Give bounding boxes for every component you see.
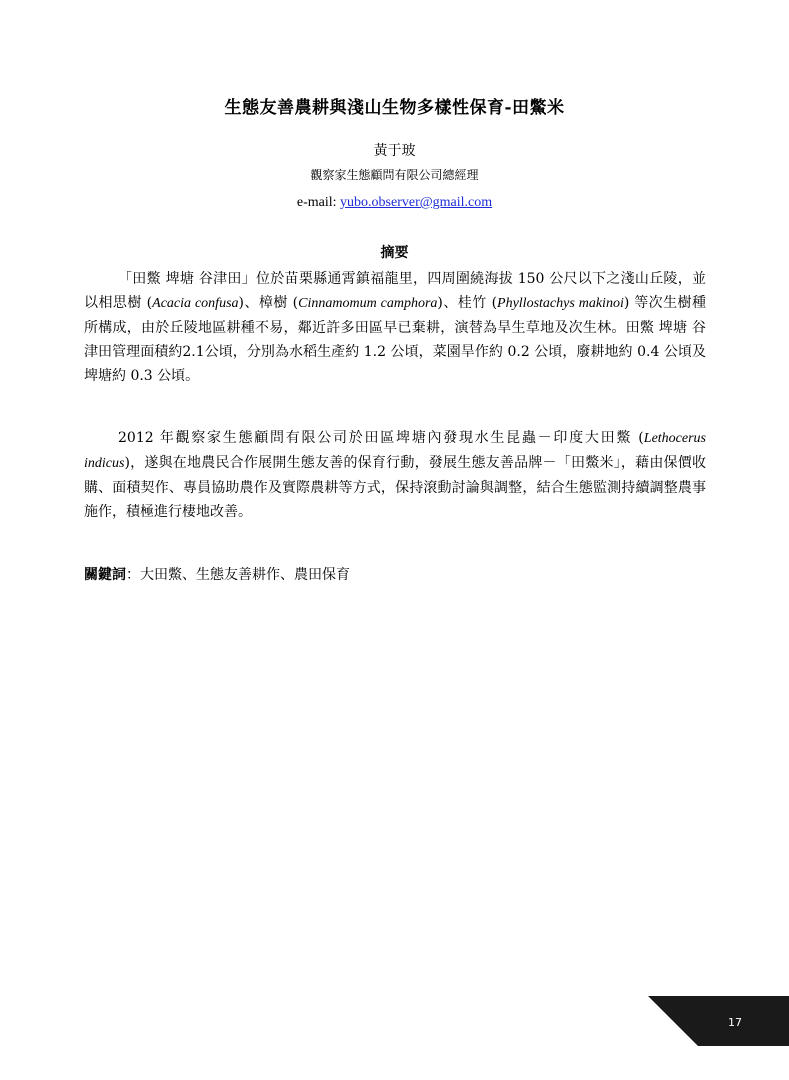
species-name-cinnamomum: Cinnamomum camphora [298,296,438,311]
email-link[interactable]: yubo.observer@gmail.com [340,195,493,210]
keywords-separator: ： [126,567,140,583]
paragraph-1-text-1: 「田鱉 埤塘 谷津田」位於苗栗縣通霄鎮福龍里，四周圍繞海拔 150 公尺以下之淺山丘陵，並以相思樹 ( [84,271,706,311]
page-corner-decoration [648,996,789,1046]
paper-title: 生態友善農耕與淺山生物多樣性保育-田鱉米 [224,98,565,118]
paragraph-2-text-2: )，遂與在地農民合作展開生態友善的保育行動，發展生態友善品牌－「田鱉米」，藉由保價收購、面積契作、專員協助農作及實際農耕等方式，保持滾動討論與調整，結合生態監測持續調整農事施作，積極進行棲地改善。 [84,455,706,520]
page-number: 17 [728,1016,742,1029]
paragraph-1-text-4: ) 等次生樹種所構成，由於丘陵地區耕種不易，鄰近許多田區早已棄耕，演替為旱生草地及次生林。田鱉 埤塘 谷津田管理面積約2.1公頃，分別為水稻生產約 1.2 公頃，菜園旱作約 0.2 公頃，廢耕地約 0.4 公頃及埤塘約 0.3 公頃。 [84,295,706,384]
keywords-label: 關鍵詞 [84,567,126,583]
abstract-paragraph-2 [84,426,706,524]
corner-shape [648,996,789,1046]
species-name-acacia: Acacia confusa [152,296,239,311]
species-name-phyllostachys: Phyllostachys makinoi [497,296,624,311]
species-name-lethocerus: Lethocerus indicus [84,431,706,471]
author-email [0,193,789,213]
email-label: e-mail: [296,195,341,210]
paragraph-1-text-2: )、樟樹 ( [238,295,299,311]
paragraph-1-text-3: )、桂竹 ( [437,295,498,311]
author-affiliation: 觀察家生態顧問有限公司總經理 [310,168,479,182]
author-name: 黃于玻 [373,143,416,159]
keywords-text: 大田鱉、生態友善耕作、農田保育 [140,567,350,583]
abstract-heading: 摘要 [380,245,409,261]
abstract-paragraph-1 [84,267,706,388]
paragraph-2-text-1: 2012 年觀察家生態顧問有限公司於田區埤塘內發現水生昆蟲－印度大田鱉 ( [118,430,644,446]
keywords-line [84,564,706,586]
